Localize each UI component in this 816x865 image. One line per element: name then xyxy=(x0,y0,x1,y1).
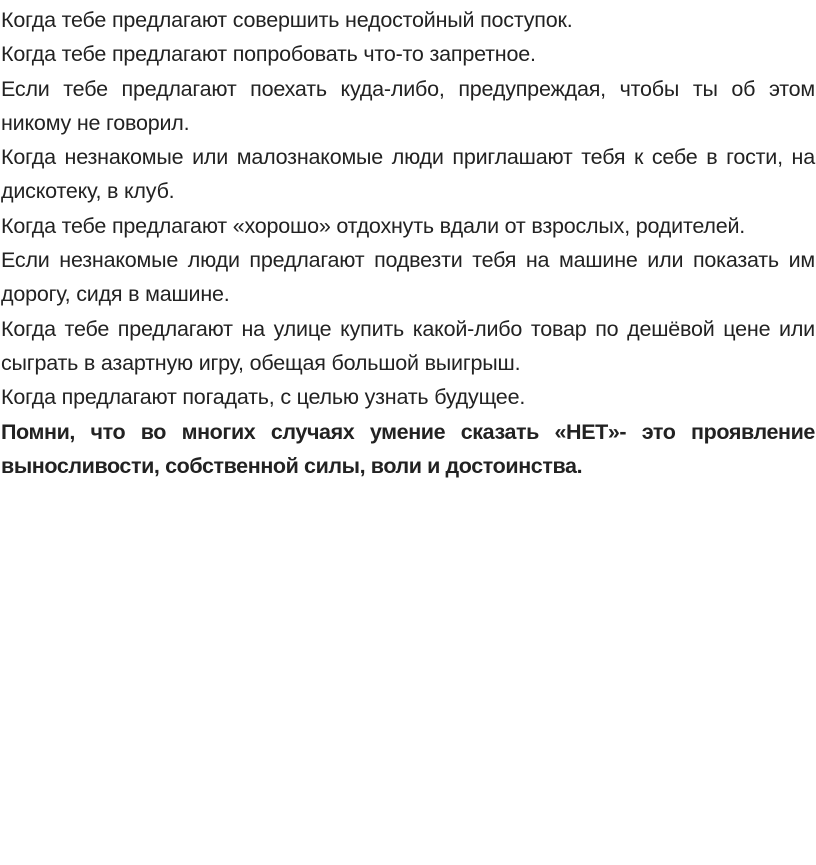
paragraph-rest-away-from-adults: Когда тебе предлагают «хорошо» отдохнуть вдали от взрослых, родителей. xyxy=(1,213,746,238)
paragraph-stranger-invitation: Когда незнакомые или малознакомые люди приглашают тебя к себе в гости, на дискотеку, в клуб. xyxy=(1,145,815,204)
paragraph-fortune-telling: Когда предлагают погадать, с целью узнать будущее. xyxy=(1,385,526,410)
paragraph-conclusion: Помни, что во многих случаях умение сказать «НЕТ»- это проявление выносливости, собственной силы, воли и достоинства. xyxy=(1,419,815,478)
paragraph-unworthy-act: Когда тебе предлагают совершить недостойный поступок. xyxy=(1,8,573,32)
paragraph-car-ride: Если незнакомые люди предлагают подвезти тебя на машине или показать им дорогу, сидя в машине. xyxy=(1,248,815,307)
paragraph-forbidden: Когда тебе предлагают попробовать что-то запретное. xyxy=(1,42,536,67)
paragraph-street-offer: Когда тебе предлагают на улице купить какой-либо товар по дешёвой цене или сыграть в азартную игру, обещая большой выигрыш. xyxy=(1,316,815,375)
paragraph-secret-trip: Если тебе предлагают поехать куда-либо, предупреждая, чтобы ты об этом никому не говорил. xyxy=(1,76,815,135)
document-body xyxy=(1,3,815,483)
